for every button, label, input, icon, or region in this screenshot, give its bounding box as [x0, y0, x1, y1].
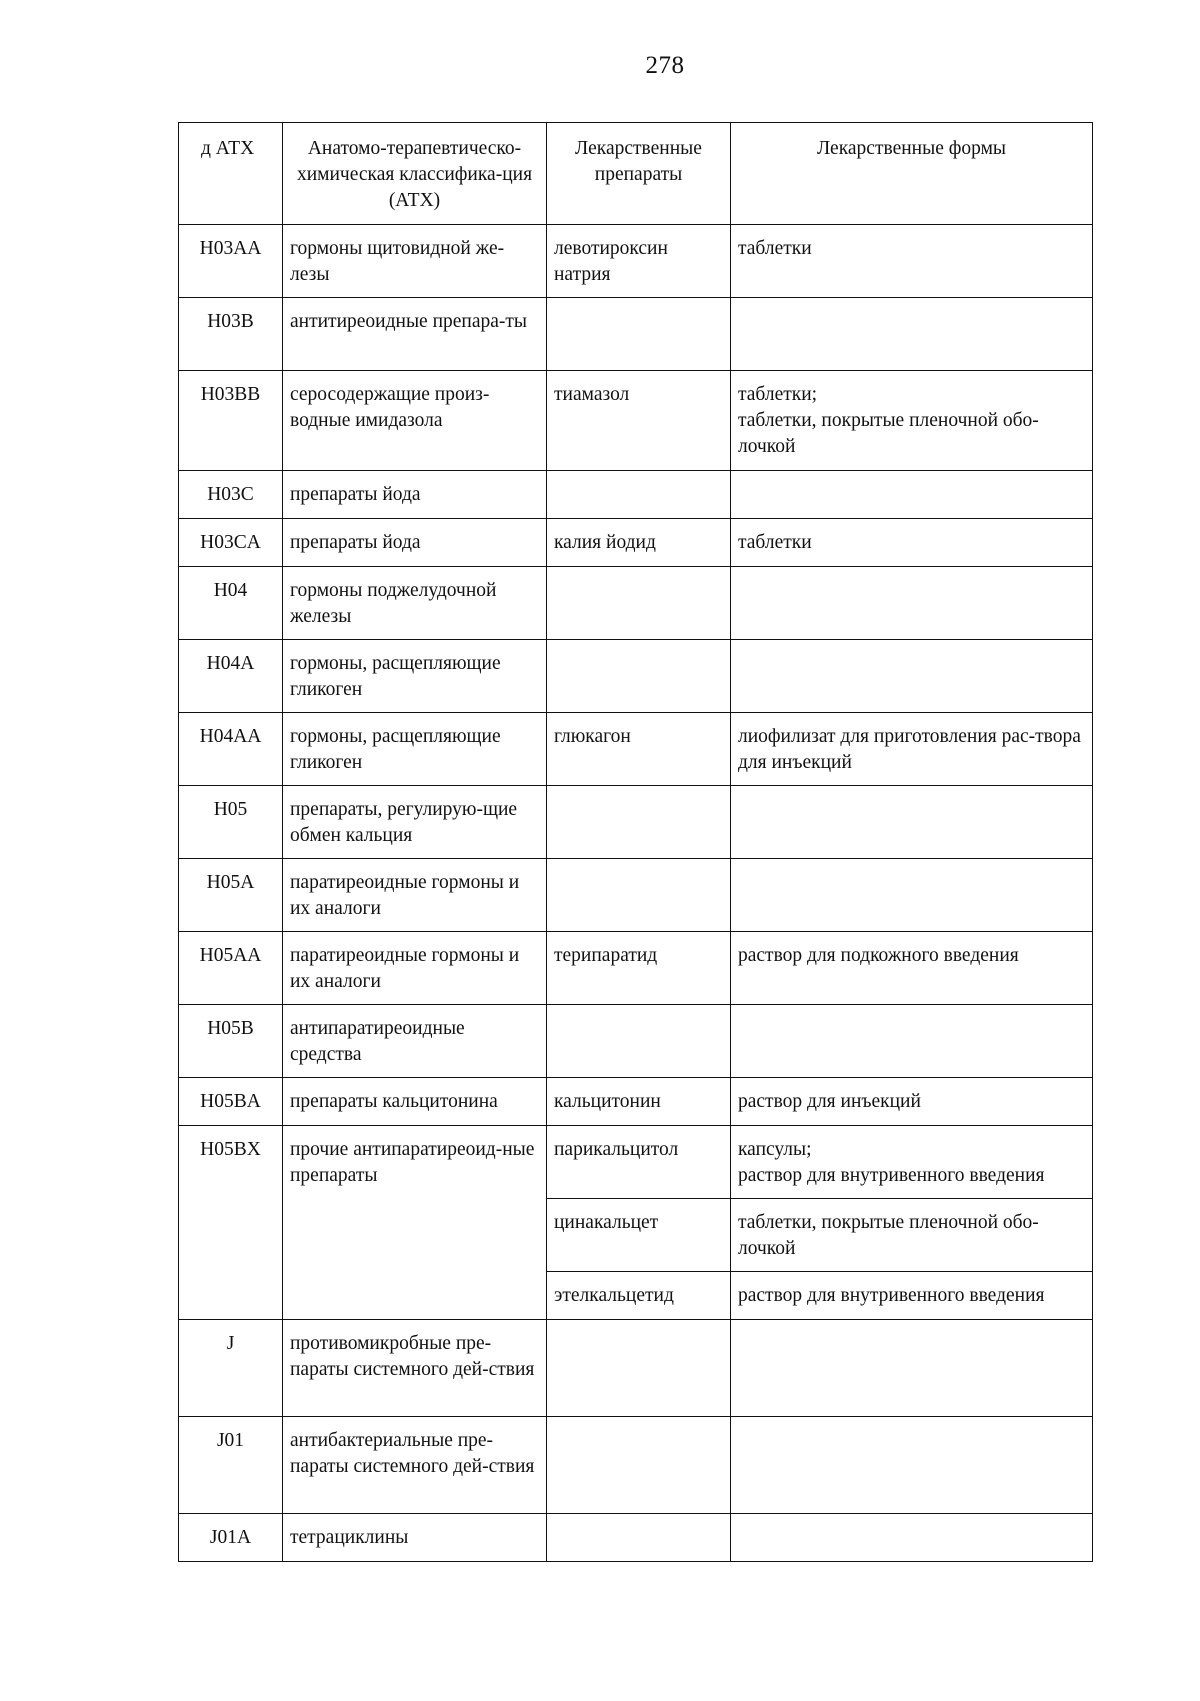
atx-code: H03C [179, 471, 283, 519]
drug-name: калия йодид [547, 519, 731, 567]
drug-name: глюкагон [547, 713, 731, 786]
drug-name: тиамазол [547, 371, 731, 471]
dosage-forms [731, 371, 1093, 471]
atx-classification: антитиреоидные препара-ты [283, 298, 547, 371]
atx-classification: противомикробные пре-параты системного дей-ствия [283, 1320, 547, 1417]
dosage-forms [731, 640, 1093, 713]
drug-name: парикальцитол [547, 1126, 731, 1199]
atx-code: H05 [179, 786, 283, 859]
dosage-form: таблетки [738, 532, 812, 553]
atx-classification: гормоны щитовидной же-лезы [283, 225, 547, 298]
table-row [179, 567, 1093, 640]
dosage-forms [731, 932, 1093, 1005]
atx-code: H03AA [179, 225, 283, 298]
dosage-form: капсулы; [738, 1139, 812, 1160]
dosage-forms [731, 1078, 1093, 1126]
table-row [179, 471, 1093, 519]
dosage-form: раствор для инъекций [738, 1091, 921, 1112]
page-number: 278 [645, 52, 685, 79]
table-row [179, 519, 1093, 567]
atx-classification: паратиреоидные гормоны и их аналоги [283, 859, 547, 932]
header-drugs: Лекарственные препараты [547, 123, 731, 225]
dosage-forms [731, 713, 1093, 786]
table-row [179, 225, 1093, 298]
atx-code: H04AA [179, 713, 283, 786]
dosage-form: раствор для внутривенного введения [738, 1285, 1045, 1306]
atx-classification: препараты кальцитонина [283, 1078, 547, 1126]
dosage-forms [731, 1514, 1093, 1562]
table-row [179, 1005, 1093, 1078]
table-row [179, 932, 1093, 1005]
table-header-row [179, 123, 1093, 225]
dosage-form: таблетки, покрытые пленочной обо-лочкой [738, 410, 1039, 457]
drug-name [547, 1417, 731, 1514]
dosage-forms [731, 225, 1093, 298]
dosage-forms [731, 1199, 1093, 1272]
table-row [179, 298, 1093, 371]
drug-name [547, 1514, 731, 1562]
drug-name [547, 1320, 731, 1417]
dosage-form: раствор для подкожного введения [738, 945, 1019, 966]
atx-code: H04 [179, 567, 283, 640]
dosage-forms [731, 1272, 1093, 1320]
drug-name [547, 859, 731, 932]
dosage-forms [731, 298, 1093, 371]
table-row [179, 713, 1093, 786]
drug-name [547, 786, 731, 859]
atx-classification: препараты йода [283, 519, 547, 567]
dosage-form: таблетки, покрытые пленочной обо-лочкой [738, 1212, 1039, 1259]
drug-name: терипаратид [547, 932, 731, 1005]
dosage-forms [731, 519, 1093, 567]
atx-code: H03B [179, 298, 283, 371]
atx-classification: тетрациклины [283, 1514, 547, 1562]
atx-classification: гормоны поджелудочной железы [283, 567, 547, 640]
table-row [179, 1126, 1093, 1199]
dosage-forms [731, 786, 1093, 859]
atx-classification: препараты, регулирую-щие обмен кальция [283, 786, 547, 859]
dosage-form: раствор для внутривенного введения [738, 1165, 1045, 1186]
atx-classification: гормоны, расщепляющие гликоген [283, 713, 547, 786]
atx-code: H05AA [179, 932, 283, 1005]
dosage-forms [731, 859, 1093, 932]
atx-code: H05B [179, 1005, 283, 1078]
atx-classification: антибактериальные пре-параты системного дей-ствия [283, 1417, 547, 1514]
table-row [179, 1514, 1093, 1562]
table-row [179, 1078, 1093, 1126]
dosage-forms [731, 567, 1093, 640]
dosage-forms [731, 471, 1093, 519]
atx-code: H03BB [179, 371, 283, 471]
atx-code: H04A [179, 640, 283, 713]
header-classification: Анатомо-терапевтическо-химическая классифика-ция (АТХ) [283, 123, 547, 225]
dosage-forms [731, 1320, 1093, 1417]
atx-table [178, 122, 1093, 1562]
drug-name [547, 471, 731, 519]
atx-code: J01A [179, 1514, 283, 1562]
atx-classification: препараты йода [283, 471, 547, 519]
drug-name [547, 567, 731, 640]
atx-code: J01 [179, 1417, 283, 1514]
atx-code: H05A [179, 859, 283, 932]
atx-classification: серосодержащие произ-водные имидазола [283, 371, 547, 471]
drug-name: кальцитонин [547, 1078, 731, 1126]
table-row [179, 786, 1093, 859]
dosage-form: таблетки [738, 238, 812, 259]
atx-classification: прочие антипаратиреоид-ные препараты [283, 1126, 547, 1320]
atx-classification: гормоны, расщепляющие гликоген [283, 640, 547, 713]
atx-code: H03CA [179, 519, 283, 567]
drug-name: цинакальцет [547, 1199, 731, 1272]
drug-name [547, 1005, 731, 1078]
dosage-forms [731, 1005, 1093, 1078]
atx-code: H05BX [179, 1126, 283, 1320]
table-row [179, 640, 1093, 713]
header-forms: Лекарственные формы [731, 123, 1093, 225]
dosage-form: таблетки; [738, 384, 818, 405]
atx-code: J [179, 1320, 283, 1417]
drug-name [547, 640, 731, 713]
dosage-forms [731, 1126, 1093, 1199]
atx-classification: антипаратиреоидные средства [283, 1005, 547, 1078]
drug-name: левотироксин натрия [547, 225, 731, 298]
dosage-forms [731, 1417, 1093, 1514]
dosage-form: лиофилизат для приготовления рас-твора для инъекций [738, 726, 1081, 773]
atx-classification: паратиреоидные гормоны и их аналоги [283, 932, 547, 1005]
drug-name: этелкальцетид [547, 1272, 731, 1320]
table-row [179, 859, 1093, 932]
table-row [179, 371, 1093, 471]
drug-name [547, 298, 731, 371]
table-row [179, 1320, 1093, 1417]
table-row [179, 1417, 1093, 1514]
atx-code: H05BA [179, 1078, 283, 1126]
header-code: д АТХ [179, 123, 283, 225]
